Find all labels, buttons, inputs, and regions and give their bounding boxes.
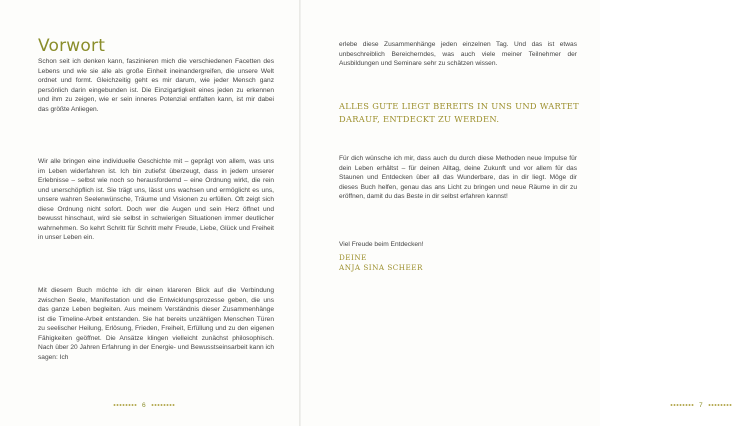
page-footer <box>670 400 732 410</box>
page-title: Vorwort <box>38 36 106 56</box>
dotted-ornament-icon <box>113 404 137 406</box>
right-page <box>301 0 703 426</box>
paragraph-text: Wir alle bringen eine individuelle Geschichte mit – geprägt von allem, was uns im Leben widerfahren ist. Ich bin zutiefst überzeugt, dass in jedem unserer Erlebnisse – selbst wie noch so herausfordernd – eine Ordnung wirkt, die rein und unerschöpflich ist. Sie trägt uns, lässt uns wachsen und ermöglicht es uns, unsere wahren Seelenwünsche, Träume und Visionen zu erfüllen. Oft zeigt sich diese Ordnung nicht sofort. Doch wer die Augen und sein Herz öffnet und bewusst hinschaut, wird sie selbst in schwierigen Situationen immer deutlicher wahrnehmen. So kehrt Schritt für Schritt mehr Freude, Liebe, Glück und Freiheit in unser Leben ein. <box>38 158 274 242</box>
body-paragraph-3 <box>38 286 274 362</box>
paragraph-text: Schon seit ich denken kann, faszinieren mich die verschiedenen Facetten des Lebens und wie sie alle als große Einheit ineinandergreifen, die unsere Welt ordnet und formt. Gleichzeitig geht es mir darum, wie jeder Mensch ganz persönlich darin eingebunden ist. Die Einzigartigkeit eines jeden zu erkennen und ihm zu zeigen, wie er sein inneres Potenzial entfalten kann, ist mir dabei das größte Anliegen. <box>38 58 274 113</box>
paragraph-text: Mit diesem Buch möchte ich dir einen klareren Blick auf die Verbindung zwischen Seele, Manifestation und die Entwicklungsprozesse geben, die uns das ganze Leben begleiten. Aus meinem Verständnis dieser Zusammenhänge ist die Timeline-Arbeit entstanden. Sie hat bereits unzähligen Menschen Türen zu seelischer Heilung, Erlösung, Frieden, Freiheit, Erfüllung und zu den eigenen Fähigkeiten geöffnet. Die Ansätze klingen vielleicht zunächst philosophisch. Nach über 20 Jahren Erfahrung in der Energie- und Bewusstseinsarbeit kann ich sagen: Ich <box>38 287 274 361</box>
paragraph-text: erlebe diese Zusammenhänge jeden einzelnen Tag. Und das ist etwas unbeschreiblich Bereicherndes, was auch viele meiner Teilnehmer der Ausbildungen und Seminare sehr zu schätzen wissen. <box>339 41 577 68</box>
wish-paragraph <box>339 154 577 202</box>
page-footer <box>113 400 175 410</box>
signature-greeting: DEINE <box>339 253 367 262</box>
signature <box>339 253 423 273</box>
dotted-ornament-icon <box>670 404 694 406</box>
body-paragraph-1 <box>38 57 274 114</box>
body-paragraph-2 <box>38 157 274 243</box>
signature-name: ANJA SINA SCHEER <box>339 263 423 272</box>
page-number: 6 <box>142 401 146 409</box>
dotted-ornament-icon <box>151 404 175 406</box>
continued-paragraph <box>339 40 577 69</box>
left-page <box>0 0 300 426</box>
page-number: 7 <box>699 401 703 409</box>
closing-text: Viel Freude beim Entdecken! <box>339 241 424 248</box>
closing-line <box>339 240 577 250</box>
dotted-ornament-icon <box>708 404 732 406</box>
paragraph-text: Für dich wünsche ich mir, dass auch du durch diese Methoden neue Impulse für dein Leben erhältst – für deinen Alltag, deine Zukunft und vor allem für das Staunen und Entdecken über all das Wunderbare, das in dir liegt. Möge dir dieses Buch helfen, genau das ans Licht zu bringen und neue Räume in dir zu eröffnen, damit du das Beste in dir selbst erfahren kannst! <box>339 155 577 201</box>
pull-quote: ALLES GUTE LIEGT BEREITS IN UNS UND WARTET DARAUF, ENTDECKT ZU WERDEN. <box>339 101 579 124</box>
